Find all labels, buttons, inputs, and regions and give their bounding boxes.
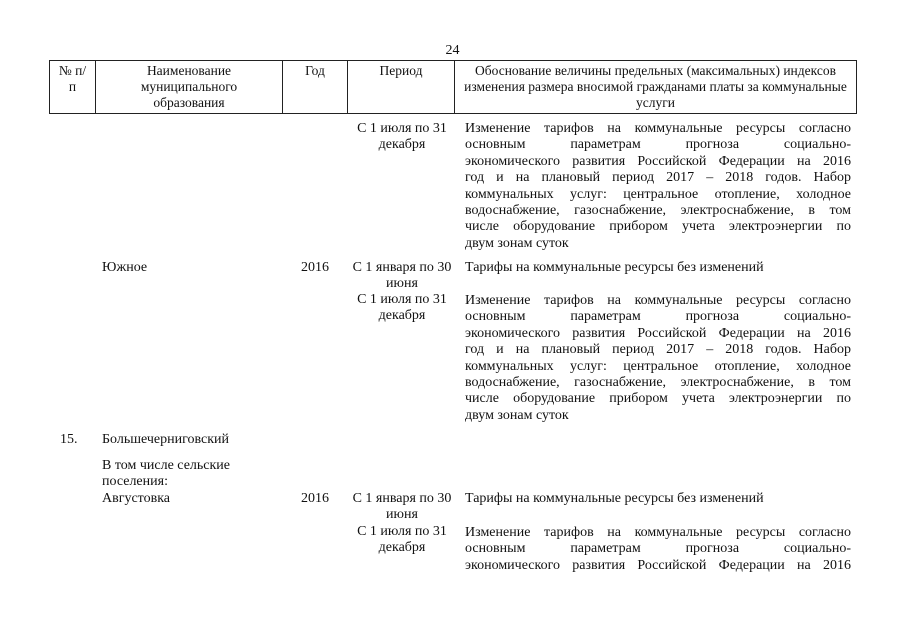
row2-desc-a: Тарифы на коммунальные ресурсы без изменений: [465, 260, 764, 275]
row2-name: Южное: [102, 260, 148, 275]
row5-description-b: [465, 525, 851, 574]
row5-period-a: С 1 января по 30 июня: [352, 491, 452, 523]
row2-desc-line: основным параметрам прогноза социально-: [465, 309, 851, 325]
row2-desc-line: коммунальных услуг: центральное отопление, холодное: [465, 358, 851, 374]
row2-desc-line: водоснабжение, газоснабжение, электроснабжение, в том: [465, 375, 851, 391]
row2-period-b: С 1 июля по 31 декабря: [357, 292, 447, 324]
row2-year: 2016: [301, 260, 329, 275]
page-number: 24: [445, 43, 460, 58]
row1-desc-line: водоснабжение, газоснабжение, электроснабжение, в том: [465, 203, 851, 219]
row2-description-b: [465, 293, 851, 424]
row1-desc-line: Изменение тарифов на коммунальные ресурсы согласно: [465, 121, 851, 136]
row2-desc-line: двум зонам суток: [465, 407, 569, 423]
header-num: № п/п: [49, 60, 96, 114]
row3-number: 15.: [60, 432, 78, 447]
row1-desc-line: год и на плановый период 2017 – 2018 годов. Набор: [465, 170, 851, 186]
row3-name: Большечерниговский: [102, 432, 230, 447]
row5-desc-a: Тарифы на коммунальные ресурсы без изменений: [465, 491, 764, 506]
row5-desc-line: Изменение тарифов на коммунальные ресурсы согласно: [465, 525, 851, 540]
row1-desc-line: коммунальных услуг: центральное отопление, холодное: [465, 186, 851, 202]
row5-name: Августовка: [102, 491, 171, 506]
row5-year: 2016: [301, 491, 329, 506]
header-year: Год: [282, 60, 348, 114]
row1-desc-line: экономического развития Российской Федерации на 2016: [465, 153, 851, 169]
row1-desc-line: основным параметрам прогноза социально-: [465, 137, 851, 153]
row2-desc-line: год и на плановый период 2017 – 2018 годов. Набор: [465, 342, 851, 358]
row1-desc-line: числе оборудование прибором учета электроэнергии по: [465, 219, 851, 235]
row5-period-b: С 1 июля по 31 декабря: [357, 524, 447, 556]
row4-name: В том числе сельские поселения:: [102, 458, 231, 490]
header-basis: Обоснование величины предельных (максимальных) индексов изменения размера вносимой гражданами платы за коммунальные услуги: [454, 60, 857, 114]
row5-desc-line: основным параметрам прогноза социально-: [465, 541, 851, 557]
row5-desc-line: экономического развития Российской Федерации на 2016: [465, 557, 851, 573]
row2-period-a: С 1 января по 30 июня: [352, 260, 452, 292]
row2-desc-line: экономического развития Российской Федерации на 2016: [465, 325, 851, 341]
row1-description: [465, 121, 851, 252]
row2-desc-line: числе оборудование прибором учета электроэнергии по: [465, 391, 851, 407]
header-name: Наименование муниципального образования: [95, 60, 283, 114]
row1-period: С 1 июля по 31 декабря: [357, 121, 447, 153]
row2-desc-line: Изменение тарифов на коммунальные ресурсы согласно: [465, 293, 851, 308]
row1-desc-line: двум зонам суток: [465, 235, 569, 251]
header-period: Период: [347, 60, 455, 114]
